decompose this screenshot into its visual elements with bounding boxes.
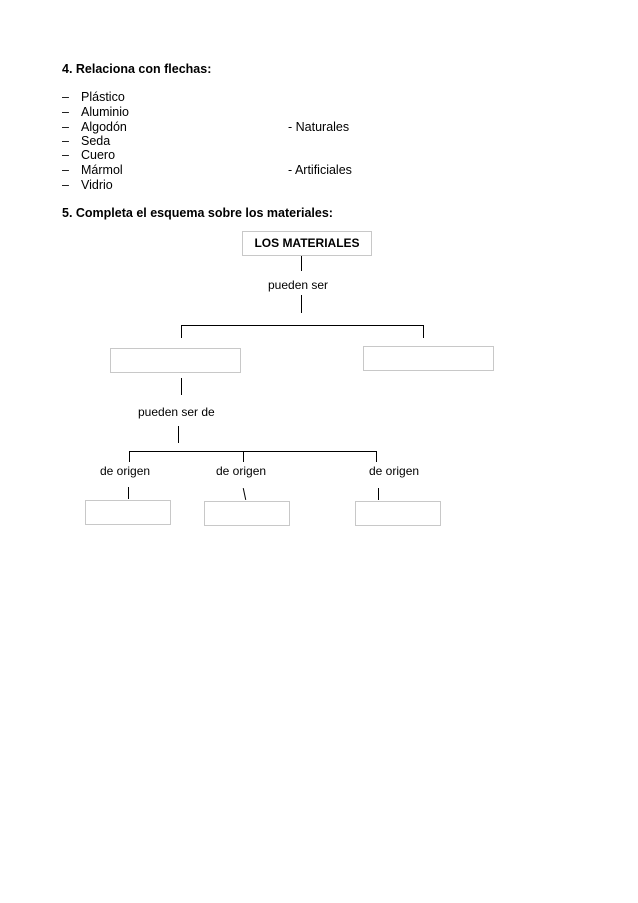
category-natural: - Naturales xyxy=(288,120,350,134)
root-box xyxy=(242,231,372,256)
material-item: Vidrio xyxy=(81,178,113,192)
branch-line xyxy=(181,325,424,326)
material-item: Seda xyxy=(81,134,111,148)
branch-drop xyxy=(243,451,244,462)
list-dash: – xyxy=(62,178,69,192)
list-dash: – xyxy=(62,105,69,119)
material-item: Aluminio xyxy=(81,105,129,119)
connector-line xyxy=(378,488,379,500)
branch-drop xyxy=(376,451,377,462)
exercise-4-heading: 4. Relaciona con flechas: xyxy=(62,62,212,76)
connector-label-pueden-ser: pueden ser xyxy=(268,278,329,292)
connector-line xyxy=(178,426,179,443)
material-item: Plástico xyxy=(81,90,125,104)
connector-line xyxy=(243,488,246,500)
answer-box-origin-3[interactable] xyxy=(355,501,441,526)
answer-box-left[interactable] xyxy=(110,348,241,373)
branch-drop-right xyxy=(423,325,424,338)
branch-line xyxy=(129,451,377,452)
exercise-5-heading: 5. Completa el esquema sobre los materiales: xyxy=(62,206,333,220)
connector-label-pueden-ser-de: pueden ser de xyxy=(138,405,215,419)
origin-label: de origen xyxy=(100,464,151,478)
material-item: Cuero xyxy=(81,148,116,162)
connector-line xyxy=(128,487,129,499)
connector-line xyxy=(301,295,302,313)
connector-line xyxy=(181,378,182,395)
origin-label: de origen xyxy=(369,464,420,478)
branch-drop-left xyxy=(181,325,182,338)
category-artificial: - Artificiales xyxy=(288,163,352,177)
list-dash: – xyxy=(62,148,69,162)
material-item: Algodón xyxy=(81,120,127,134)
material-item: Mármol xyxy=(81,163,123,177)
list-dash: – xyxy=(62,163,69,177)
list-dash: – xyxy=(62,90,69,104)
answer-box-right[interactable] xyxy=(363,346,494,371)
answer-box-origin-2[interactable] xyxy=(204,501,290,526)
origin-label: de origen xyxy=(216,464,267,478)
answer-box-origin-1[interactable] xyxy=(85,500,171,525)
list-dash: – xyxy=(62,120,69,134)
root-label: LOS MATERIALES xyxy=(254,236,360,250)
connector-line xyxy=(301,256,302,271)
branch-drop xyxy=(129,451,130,462)
list-dash: – xyxy=(62,134,69,148)
